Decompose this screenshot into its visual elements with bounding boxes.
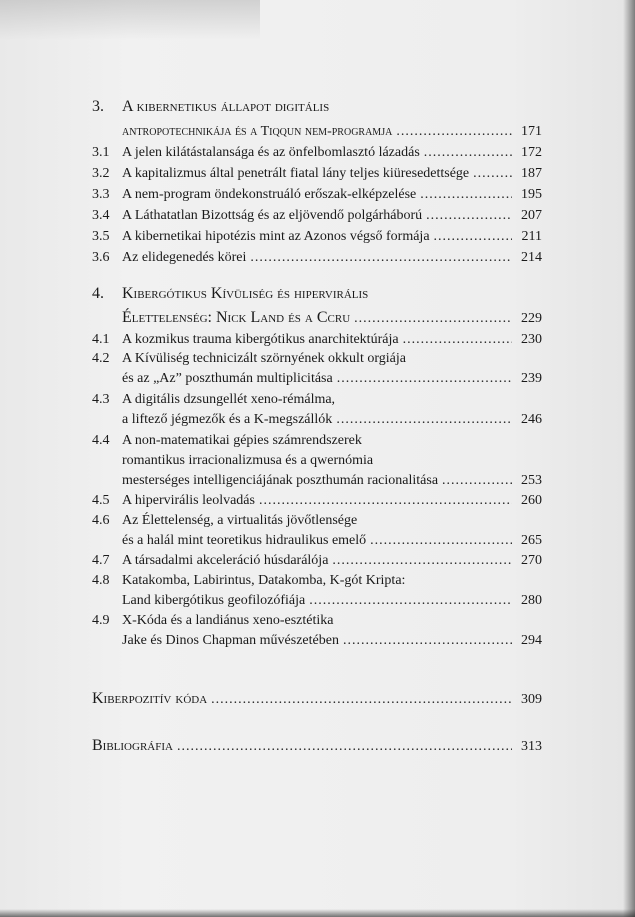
section-page: 253 bbox=[521, 473, 542, 488]
section-title: a liftező jégmezők és a K-megszállók bbox=[122, 412, 333, 427]
toc-entry-4-4-line2[interactable] bbox=[122, 453, 542, 469]
chapter-4-number: 4. bbox=[92, 285, 104, 302]
section-number: 3.5 bbox=[92, 229, 110, 244]
section-title: A jelen kilátástalansága és az önfelbomlasztó lázadás bbox=[122, 145, 420, 160]
section-number: 3.6 bbox=[92, 250, 110, 265]
toc-entry-4-1[interactable] bbox=[92, 332, 542, 348]
leader-dots bbox=[434, 229, 512, 245]
chapter-3-page: 171 bbox=[521, 124, 542, 139]
toc-entry-4-3-line1[interactable] bbox=[92, 392, 542, 408]
section-number: 3.1 bbox=[92, 145, 110, 160]
section-number: 4.6 bbox=[92, 513, 110, 528]
section-number: 4.2 bbox=[92, 351, 110, 366]
section-title: A kapitalizmus által penetrált fiatal lány teljes kiüresedettsége bbox=[122, 166, 470, 181]
leader-dots bbox=[337, 371, 512, 387]
chapter-3-heading-line1 bbox=[92, 98, 542, 116]
toc-entry-4-4-line1[interactable] bbox=[92, 433, 542, 449]
section-title: Az Élettelenség, a virtualitás jövőtlensége bbox=[122, 513, 358, 528]
chapter-3-number: 3. bbox=[92, 98, 104, 115]
section-number: 3.4 bbox=[92, 208, 110, 223]
section-number: 4.5 bbox=[92, 493, 110, 508]
toc-entry-4-6-line2[interactable] bbox=[122, 533, 542, 549]
leader-dots bbox=[259, 493, 512, 509]
leader-dots bbox=[343, 633, 512, 649]
section-title: A digitális dzsungellét xeno-rémálma, bbox=[122, 392, 336, 407]
leader-dots bbox=[403, 332, 512, 348]
toc-entry-3-4[interactable] bbox=[92, 208, 542, 224]
section-title: Land kibergótikus geofilozófiája bbox=[122, 593, 306, 608]
toc-entry-4-9-line1[interactable] bbox=[92, 613, 542, 629]
section-title: X-Kóda és a landiánus xeno-esztétika bbox=[122, 613, 334, 628]
leader-dots bbox=[424, 145, 512, 161]
bibliography-title: Bibliográfia bbox=[92, 737, 173, 754]
section-page: 230 bbox=[521, 332, 542, 347]
section-number: 4.7 bbox=[92, 553, 110, 568]
section-title: A nem-program öndekonstruáló erőszak-elképzelése bbox=[122, 187, 417, 202]
coda-title: Kiberpozitív kóda bbox=[92, 690, 208, 707]
leader-dots bbox=[396, 124, 512, 140]
leader-dots bbox=[332, 553, 512, 569]
toc-entry-coda[interactable] bbox=[92, 690, 542, 709]
section-number: 3.2 bbox=[92, 166, 110, 181]
toc-entry-4-9-line2[interactable] bbox=[122, 633, 542, 649]
section-title: mesterséges intelligenciájának poszthumán racionalitása bbox=[122, 473, 439, 488]
section-page: 294 bbox=[521, 633, 542, 648]
section-page: 214 bbox=[521, 250, 542, 265]
chapter-4-heading-line2[interactable] bbox=[122, 309, 542, 328]
toc-entry-bibliography[interactable] bbox=[92, 737, 542, 756]
section-page: 246 bbox=[521, 412, 542, 427]
toc-entry-4-8-line2[interactable] bbox=[122, 593, 542, 609]
section-title: Az elidegenedés körei bbox=[122, 250, 247, 265]
leader-dots bbox=[177, 738, 512, 756]
toc-entry-3-2[interactable] bbox=[92, 166, 542, 182]
section-number: 4.8 bbox=[92, 573, 110, 588]
toc-entry-4-2-line2[interactable] bbox=[122, 371, 542, 387]
leader-dots bbox=[370, 533, 512, 549]
section-title: és az „Az” poszthumán multiplicitása bbox=[122, 371, 333, 386]
section-page: 265 bbox=[521, 533, 542, 548]
toc-entry-4-2-line1[interactable] bbox=[92, 351, 542, 367]
leader-dots bbox=[354, 310, 512, 328]
section-page: 211 bbox=[521, 229, 542, 244]
toc-entry-4-5[interactable] bbox=[92, 493, 542, 509]
toc-entry-3-5[interactable] bbox=[92, 229, 542, 245]
scan-shadow-bottom bbox=[0, 909, 635, 917]
section-number: 4.1 bbox=[92, 332, 110, 347]
chapter-4-title-line1: Kibergótikus Kívüliség és hipervirális bbox=[122, 285, 369, 302]
section-number: 4.9 bbox=[92, 613, 110, 628]
section-number: 4.4 bbox=[92, 433, 110, 448]
toc-entry-3-6[interactable] bbox=[92, 250, 542, 266]
section-title: Katakomba, Labirintus, Datakomba, K-gót Kripta: bbox=[122, 573, 406, 588]
toc-entry-4-8-line1[interactable] bbox=[92, 573, 542, 589]
toc-entry-4-6-line1[interactable] bbox=[92, 513, 542, 529]
section-page: 172 bbox=[521, 145, 542, 160]
section-title: Jake és Dinos Chapman művészetében bbox=[122, 633, 339, 648]
section-page: 280 bbox=[521, 593, 542, 608]
coda-page: 309 bbox=[521, 692, 542, 707]
chapter-3-heading-line2[interactable] bbox=[122, 124, 542, 140]
leader-dots bbox=[250, 250, 512, 266]
chapter-4-title-line2: Élettelenség: Nick Land és a Ccru bbox=[122, 309, 351, 326]
section-page: 187 bbox=[521, 166, 542, 181]
chapter-3-title-line2: antropotechnikája és a Tiqqun nem-programja bbox=[122, 124, 393, 139]
toc-entry-4-4-line3[interactable] bbox=[122, 473, 542, 489]
toc-entry-3-1[interactable] bbox=[92, 145, 542, 161]
section-title: A Láthatatlan Bizottság és az eljövendő polgárháború bbox=[122, 208, 423, 223]
toc-entry-4-3-line2[interactable] bbox=[122, 412, 542, 428]
section-number: 3.3 bbox=[92, 187, 110, 202]
chapter-4-page: 229 bbox=[521, 311, 542, 326]
scan-shadow-right bbox=[623, 0, 635, 917]
scan-shadow-top bbox=[0, 0, 260, 40]
section-page: 260 bbox=[521, 493, 542, 508]
section-title: A non-matematikai gépies számrendszerek bbox=[122, 433, 362, 448]
section-page: 207 bbox=[521, 208, 542, 223]
leader-dots bbox=[211, 691, 512, 709]
toc-entry-4-7[interactable] bbox=[92, 553, 542, 569]
section-title: és a halál mint teoretikus hidraulikus emelő bbox=[122, 533, 367, 548]
section-title: A kibernetikai hipotézis mint az Azonos végső formája bbox=[122, 229, 430, 244]
section-title: A Kívüliség technicizált szörnyének okkult orgiája bbox=[122, 351, 406, 366]
section-title: A társadalmi akceleráció húsdarálója bbox=[122, 553, 329, 568]
section-title: romantikus irracionalizmusa és a qwernómia bbox=[122, 453, 374, 468]
leader-dots bbox=[426, 208, 512, 224]
toc-entry-3-3[interactable] bbox=[92, 187, 542, 203]
section-page: 270 bbox=[521, 553, 542, 568]
section-title: A kozmikus trauma kibergótikus anarchitektúrája bbox=[122, 332, 399, 347]
section-number: 4.3 bbox=[92, 392, 110, 407]
leader-dots bbox=[473, 166, 512, 182]
chapter-3-title-line1: A kibernetikus állapot digitális bbox=[122, 98, 330, 115]
section-title: A hipervirális leolvadás bbox=[122, 493, 255, 508]
section-page: 239 bbox=[521, 371, 542, 386]
leader-dots bbox=[442, 473, 512, 489]
chapter-4-heading-line1 bbox=[92, 285, 542, 303]
leader-dots bbox=[336, 412, 512, 428]
bibliography-page: 313 bbox=[521, 739, 542, 754]
section-page: 195 bbox=[521, 187, 542, 202]
leader-dots bbox=[420, 187, 512, 203]
leader-dots bbox=[309, 593, 512, 609]
